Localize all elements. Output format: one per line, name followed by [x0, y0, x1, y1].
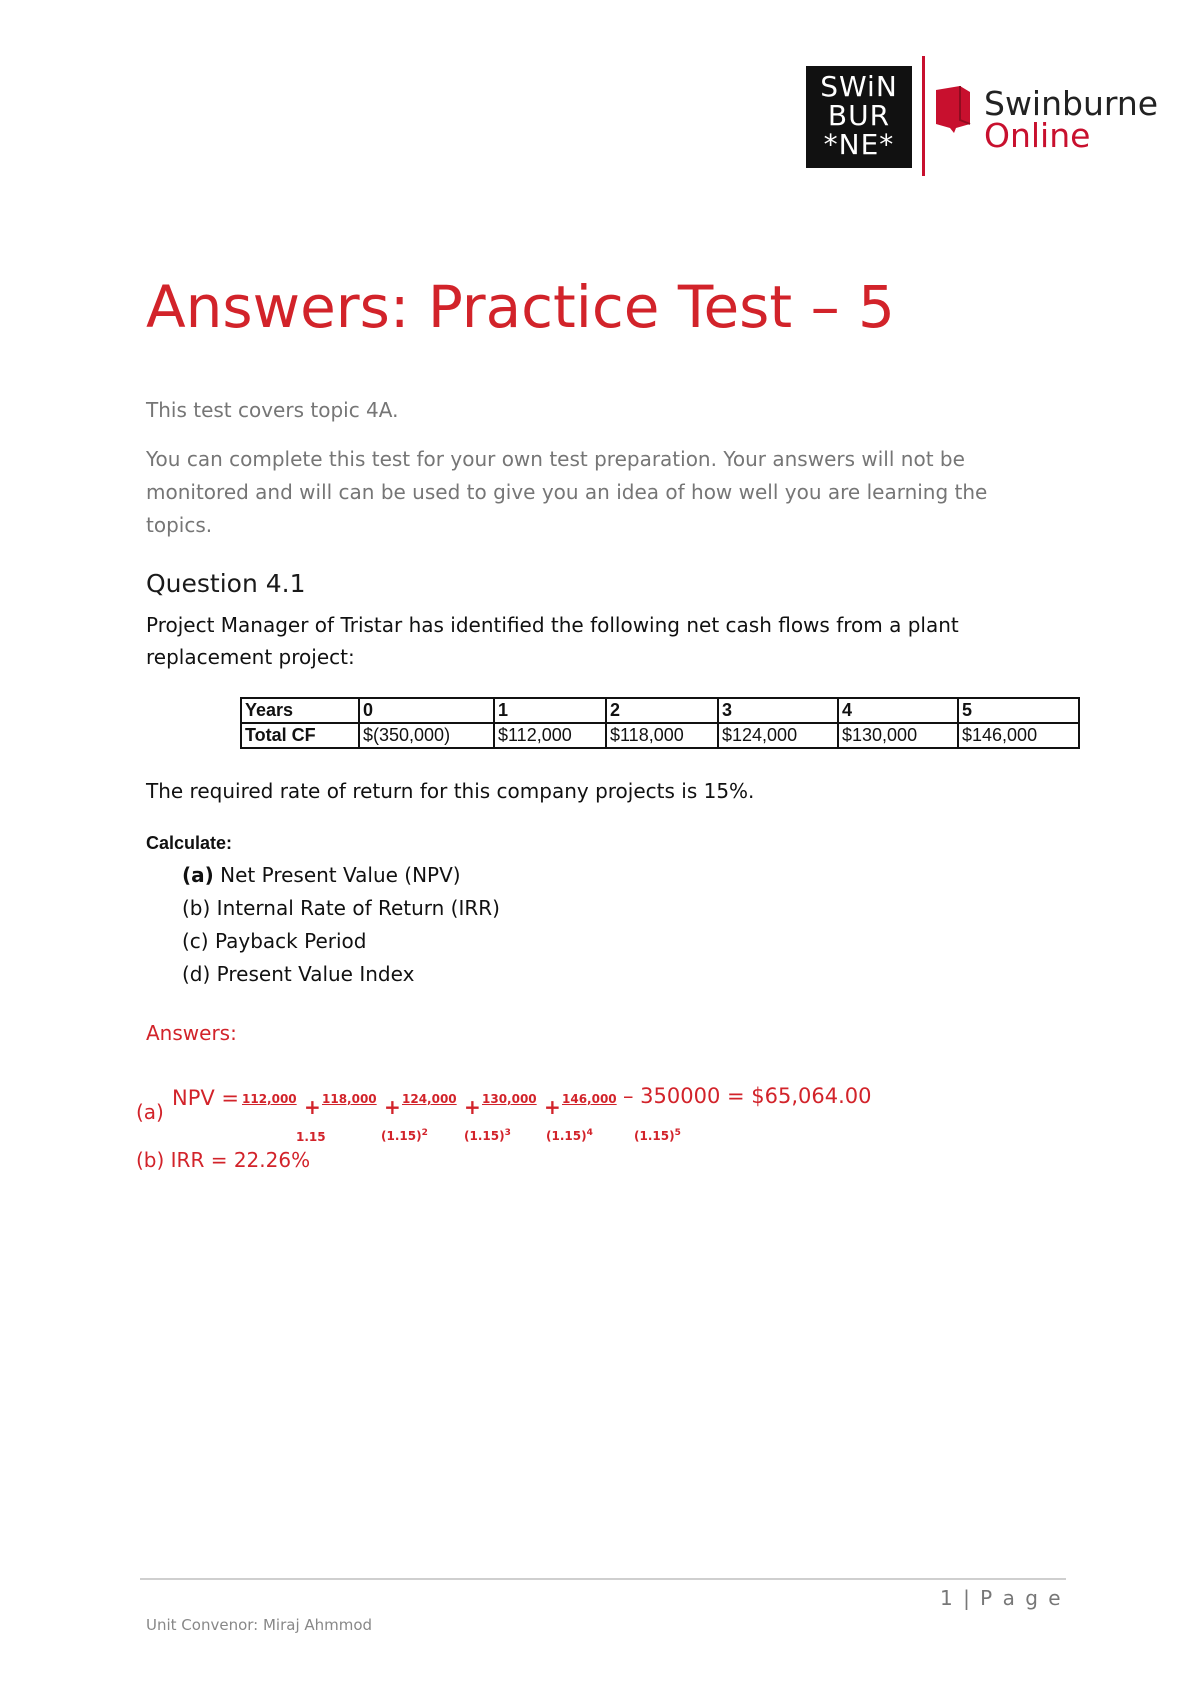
table-cell: 3	[718, 698, 838, 723]
npv-denominator: $(1.15)^2$	[381, 1128, 428, 1143]
npv-denominator: $(1.15)^5$	[634, 1128, 681, 1143]
table-cell: 5	[958, 698, 1079, 723]
table-cell: $(350,000)	[359, 723, 494, 748]
table-row	[241, 698, 1079, 723]
npv-prefix: NPV =	[172, 1086, 240, 1110]
npv-denominator: 1.15	[296, 1130, 326, 1144]
required-rate-text: The required rate of return for this company projects is 15%.	[146, 779, 755, 803]
list-text: Payback Period	[214, 929, 367, 953]
npv-numerator: 146,000	[562, 1092, 617, 1106]
npv-result: – 350000 = $65,064.00	[623, 1084, 872, 1108]
plus-sign: +	[464, 1095, 481, 1119]
calculate-label: Calculate:	[146, 833, 233, 853]
intro-topic: This test covers topic 4A.	[146, 398, 399, 422]
question-heading: Question 4.1	[146, 569, 306, 598]
list-marker: (b)	[182, 896, 211, 920]
list-item	[182, 958, 500, 991]
list-item	[182, 859, 500, 892]
npv-denominator: $(1.15)^3$	[464, 1128, 511, 1143]
brand-name-swinburne: Swinburne	[984, 84, 1159, 123]
list-marker: (c)	[182, 929, 209, 953]
table-cell: Years	[241, 698, 359, 723]
list-marker: (a)	[182, 863, 214, 887]
footer-divider	[140, 1578, 1066, 1580]
irr-answer: (b) IRR = 22.26%	[136, 1148, 311, 1172]
list-text: Present Value Index	[216, 962, 415, 986]
brand-name-online: Online	[984, 116, 1091, 155]
logo-line-2: BUR	[827, 99, 891, 132]
table-cell: 2	[606, 698, 718, 723]
npv-denominator: $(1.15)^4$	[546, 1128, 593, 1143]
question-text: Project Manager of Tristar has identified the following net cash flows from a plant replacement project:	[146, 613, 959, 669]
table-cell: $124,000	[718, 723, 838, 748]
answer-a-marker: (a)	[136, 1100, 164, 1124]
table-cell: 4	[838, 698, 958, 723]
unit-convenor: Unit Convenor: Miraj Ahmmod	[146, 1616, 373, 1634]
page-number: 1 | P a g e	[940, 1586, 1063, 1610]
swinburne-logo-box	[806, 66, 912, 168]
table-cell: 1	[494, 698, 606, 723]
logo-line-3: *NE*	[823, 128, 895, 161]
npv-numerator: 124,000	[402, 1092, 457, 1106]
plus-sign: +	[384, 1095, 401, 1119]
list-text: Internal Rate of Return (IRR)	[216, 896, 500, 920]
list-item	[182, 925, 500, 958]
table-cell: Total CF	[241, 723, 359, 748]
list-marker: (d)	[182, 962, 211, 986]
intro-description: You can complete this test for your own test preparation. Your answers will not be monitored and will can be used to give you an idea of how well you are learning the topics.	[146, 447, 988, 537]
table-cell: $118,000	[606, 723, 718, 748]
list-item	[182, 892, 500, 925]
plus-sign: +	[544, 1095, 561, 1119]
answers-label: Answers:	[146, 1021, 237, 1045]
book-icon	[934, 84, 972, 134]
npv-numerator: 112,000	[242, 1092, 297, 1106]
list-text: Net Present Value (NPV)	[220, 863, 461, 887]
page-title: Answers: Practice Test – 5	[146, 273, 895, 341]
task-list	[182, 859, 500, 991]
table-cell: $130,000	[838, 723, 958, 748]
cash-flow-table	[240, 697, 1080, 749]
npv-numerator: 118,000	[322, 1092, 377, 1106]
logo-divider	[922, 56, 925, 176]
table-cell: $146,000	[958, 723, 1079, 748]
logo-line-1: SWiN	[820, 70, 898, 103]
table-row	[241, 723, 1079, 748]
table-cell: $112,000	[494, 723, 606, 748]
table-cell: 0	[359, 698, 494, 723]
npv-numerator: 130,000	[482, 1092, 537, 1106]
plus-sign: +	[304, 1095, 321, 1119]
